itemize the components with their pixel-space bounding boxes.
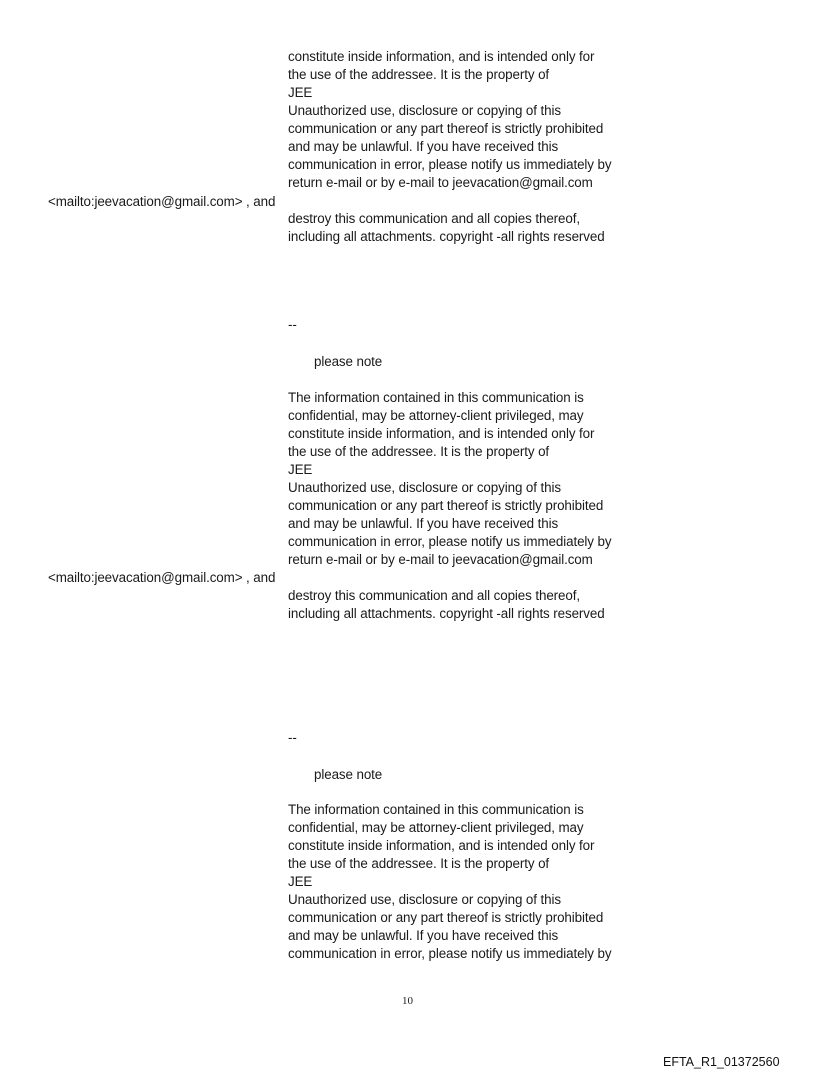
mailto-link-text: <mailto:jeevacation@gmail.com> , and [48, 194, 276, 209]
disclaimer-line: the use of the addressee. It is the property of [288, 856, 550, 871]
disclaimer-line: communication in error, please notify us immediately by [288, 946, 612, 961]
mailto-link-text: <mailto:jeevacation@gmail.com> , and [48, 570, 276, 585]
disclaimer-line: JEE [288, 874, 313, 889]
separator: -- [288, 730, 297, 745]
disclaimer-line: including all attachments. copyright -all rights reserved [288, 229, 605, 244]
disclaimer-line: and may be unlawful. If you have received this [288, 928, 559, 943]
disclaimer-line: Unauthorized use, disclosure or copying of this [288, 480, 561, 495]
disclaimer-line: the use of the addressee. It is the property of [288, 444, 550, 459]
disclaimer-line: JEE [288, 85, 313, 100]
note-heading: please note [314, 354, 383, 369]
note-heading: please note [314, 767, 383, 782]
disclaimer-line: return e-mail or by e-mail to jeevacation@gmail.com [288, 175, 593, 190]
disclaimer-line: the use of the addressee. It is the property of [288, 67, 550, 82]
disclaimer-line: JEE [288, 462, 313, 477]
disclaimer-line: confidential, may be attorney-client privileged, may [288, 408, 584, 423]
disclaimer-line: constitute inside information, and is intended only for [288, 49, 595, 64]
disclaimer-line: constitute inside information, and is intended only for [288, 838, 595, 853]
disclaimer-line: communication or any part thereof is strictly prohibited [288, 121, 604, 136]
disclaimer-line: communication or any part thereof is strictly prohibited [288, 910, 604, 925]
document-id: EFTA_R1_01372560 [663, 1055, 780, 1069]
disclaimer-line: The information contained in this communication is [288, 802, 584, 817]
disclaimer-line: The information contained in this communication is [288, 390, 584, 405]
disclaimer-line: Unauthorized use, disclosure or copying of this [288, 892, 561, 907]
disclaimer-line: communication or any part thereof is strictly prohibited [288, 498, 604, 513]
disclaimer-line: constitute inside information, and is intended only for [288, 426, 595, 441]
disclaimer-line: including all attachments. copyright -all rights reserved [288, 606, 605, 621]
disclaimer-line: destroy this communication and all copies thereof, [288, 211, 580, 226]
disclaimer-line: confidential, may be attorney-client privileged, may [288, 820, 584, 835]
disclaimer-line: Unauthorized use, disclosure or copying of this [288, 103, 561, 118]
page-number: 10 [402, 995, 413, 1007]
disclaimer-line: return e-mail or by e-mail to jeevacation@gmail.com [288, 552, 593, 567]
disclaimer-line: communication in error, please notify us immediately by [288, 534, 612, 549]
separator: -- [288, 317, 297, 332]
disclaimer-line: destroy this communication and all copies thereof, [288, 588, 580, 603]
disclaimer-line: and may be unlawful. If you have received this [288, 139, 559, 154]
disclaimer-line: and may be unlawful. If you have received this [288, 516, 559, 531]
disclaimer-line: communication in error, please notify us immediately by [288, 157, 612, 172]
